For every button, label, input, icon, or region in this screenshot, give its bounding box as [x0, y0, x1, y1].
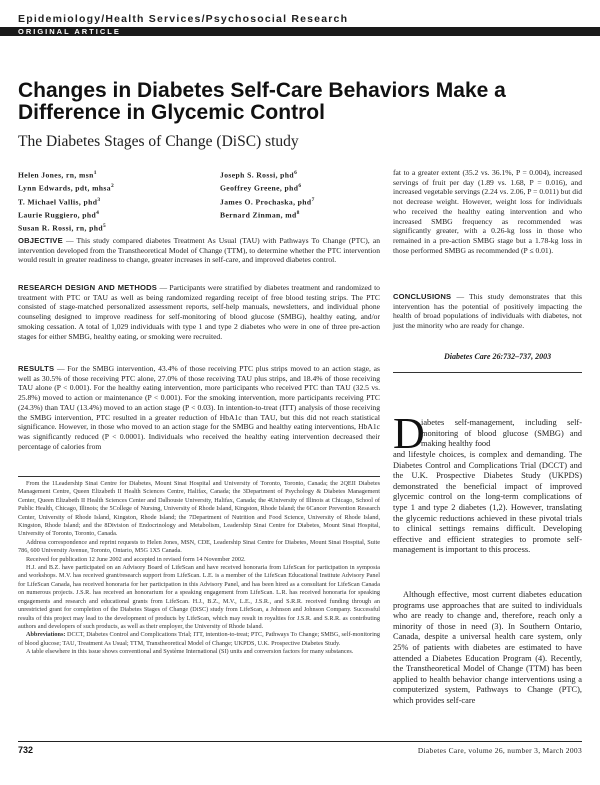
abstract-divider-right [393, 372, 582, 373]
author: Lynn Edwards, pdt, mhsa$^2$ [18, 183, 115, 193]
page-number: 732 [18, 745, 34, 755]
author: Susan R. Rossi, rn, phd$^5$ [18, 223, 107, 233]
author: Bernard Zinman, $md^8$ [220, 209, 300, 220]
abstract-conclusions [393, 292, 582, 331]
article-subtitle: The Diabetes Stages of Change (DiSC) study [18, 133, 299, 150]
journal-footer: Diabetes Care, volume 26, number 3, March 2003 [417, 746, 582, 755]
article-title: Changes in Diabetes Self-Care Behaviors Make a Difference in Glycemic Control [18, 79, 506, 124]
results-text: — For the SMBG intervention, 43.4% of those receiving PTC plus strips moved to an action stage, as well as 30.5% of those receiving PTC alone, 27.0% of those receiving TAU plus strips, and 18.4% of those receiving TAU alone (P < 0.001). For the healthy eating intervention, more participants who received PTC than TAU (32.5 vs. 25.8%) moved to action or maintenance (P < 0.001). For the smoking intervention, more participants receiving PTC (24.3%) than TAU (13.4%) moved to an action stage (P < 0.03). In intention-to-treat (ITT) analysis of those receiving the SMBG intervention, PTC resulted in a greater reduction of HbA1c than TAU, but this did not reach statistical significance. However, in those who moved to an action stage for the SMBG and healthy eating interventions, HbA1c was significantly reduced (P < 0.0001). Individuals who received the healthy eating intervention decreased their percentage of calories from [18, 364, 380, 451]
author: Laurie Ruggiero, phd$^4$ [18, 209, 100, 220]
abstract-divider [18, 476, 380, 477]
drop-cap: D [393, 409, 425, 458]
body-paragraph-2: Although effective, most current diabetes education programs use approaches that are suited to individuals who are ready to change and, therefore, reach only a minority of those in need (3). In Southern Ontario, Canada, despite a universal health care system, only 25% of patients with diabetes are estimated to have attended a Diabetes Education Program (4). Recently, the Transtheoretical Model of Change (TTM) has been applied to health behavior change interventions using a computerized system, Pathways to Change (PTC), which provides self-care [393, 590, 582, 705]
methods-heading: RESEARCH DESIGN AND METHODS [18, 283, 158, 292]
disclosure: H.J. and B.Z. have participated on an Advisory Board of LifeScan and have received honoraria from LifeScan for participation in symposia and workshops. M.V. has received grant/research support from LifeScan. L.E. is a member of the LifeScan Educational Institute Advisory Panel for LifeScan Canada, has received honoraria for her participation in this Advisory Panel, and has been hired as a consultant for LifeScan Canada on numerous projects. J.S.R. has received an honorarium for a speaking engagement from LifeScan. L.R. has received honoraria for speaking engagements and research and educational grants from LifeScan. H.J., B.Z., M.V., L.E., J.S.R., and S.R.R. received funding through an unrestricted grant for completion of the Diabetes Stages of Change (DiSC) study from LifeScan, a Johnson and Johnson Company. Successful results of this project may lead to the development of products by LifeScan, which may result in royalties for J.S.R. and S.R.R. as contributing authors and developers of such products, as well as their employer, the University of Rhode Island. [18, 564, 380, 630]
affiliations-from: From the 1Leadership Sinai Centre for Diabetes, Mount Sinai Hospital and University of Toronto, Toronto, Canada; the 2QEII Diabetes Management Centre, Queen Elizabeth II Health Sciences Centre, Halifax, Canada; the 3Department of Psychology & Diabetes Management Center, Queen Elizabeth II Health Sciences Center and Dalhousie University, Halifax, Canada; the 4University of Illinois at Chicago, School of Public Health, Chicago, Illinois; the 5College of Nursing, University of Rhode Island, Kingston, Rhode Island; the 6Cancer Prevention Research Center, University of Rhode Island, Kingston, Rhode Island; the 7Department of Nutrition and Food Science, University of Rhode Island, Kingston, Rhode Island; and the 8Division of Endocrinology and Metabolism, Leadership Sinai Centre for Diabetes, Mount Sinai Hospital, University of Toronto, Toronto, Canada. [18, 480, 380, 538]
correspondence: Address correspondence and reprint requests to Helen Jones, MSN, CDE, Leadership Sinai Centre for Diabetes, Mount Sinai Hospital, Suite 786, 600 University Avenue, Toronto, Ontario, M5G 1X5 Canada. [18, 538, 380, 555]
abstract-results [18, 364, 380, 451]
conclusions-heading: CONCLUSIONS [393, 292, 452, 301]
author: Geoffrey Greene, phd$^6$ [220, 183, 302, 193]
conclusions-text: — This study demonstrates that this intervention has the potential of positively impacting the health of broad populations of individuals with diabetes, not just the minority who are ready for change. [393, 292, 582, 331]
body-first-lines: iabetes self-management, including self-monitoring of blood glucose (SMBG) and making healthy food [421, 418, 582, 449]
table-note: A table elsewhere in this issue shows conventional and Système International (SI) units and conversion factors for many substances. [26, 648, 354, 656]
abstract-methods [18, 283, 380, 341]
received-date: Received for publication 12 June 2002 and accepted in revised form 14 November 2002. [26, 555, 246, 563]
results-heading: RESULTS [18, 364, 55, 373]
abstract-results-continued: fat to a greater extent (35.2 vs. 36.1%, P = 0.004), increased servings of fruit per day (1.89 vs. 1.68, P = 0.016), and increased vegetable servings (2.24 vs. 2.06, P = 0.011) but did not decrease weight. However, weight loss for individuals who received the healthy eating intervention and who increased SMBG frequency as recommended was significantly greater, with a 0.26-kg loss in those who remained in a pre-action SMBG stage but a 1.78-kg loss in those performed SMBG as recommended (P ≤ 0.01). [393, 168, 582, 255]
article-type-label: ORIGINAL ARTICLE [18, 27, 121, 36]
author-list-left [18, 168, 218, 235]
section-label: Epidemiology/Health Services/Psychosocial Research [18, 13, 349, 25]
footer-divider [18, 741, 582, 742]
abstract-objective [18, 236, 380, 265]
objective-text: — This study compared diabetes Treatment As Usual (TAU) with Pathways To Change (PTC), an intervention developed from the Transtheoretical Model of Change (TTM), to determine whether the PTC intervention would result in greater readiness to change, greater increases in self-care, and improved diabetes control. [18, 236, 380, 265]
abbreviations [18, 631, 380, 648]
affiliations-block [18, 480, 380, 657]
journal-citation: Diabetes Care 26:732–737, 2003 [444, 352, 552, 361]
author: Joseph S. Rossi, phd$^6$ [220, 170, 298, 180]
abbreviations-heading: Abbreviations: [26, 631, 66, 639]
abbreviations-text: DCCT, Diabetes Control and Complications Trial; ITT, intention-to-treat; PTC, Pathways To Change; SMBG, self-monitoring of blood glucose; TAU, Treatment As Usual; TTM, Transtheoretical Model of Change; UKPDS, U.K. Prospective Diabetes Study. [18, 631, 380, 647]
author: T. Michael Vallis, phd$^3$ [18, 196, 101, 207]
author: Helen Jones, rn, msn$^1$ [18, 170, 97, 180]
methods-text: — Participants were stratified by diabetes treatment and randomized to treatment with PTC or TAU as well as being randomized regarding receipt of free blood testing strips. The PTC consisted of stage-matched personalized assessment reports, self-help manuals, newsletters, and individual phone counseling designed to improve readiness for self-monitoring of blood glucose (SMBG), healthy eating, and/or smoking cessation. A total of 1,029 individuals with type 1 and type 2 diabetes who were in one of three pre-action stages for either SMBG, healthy eating, or smoking were recruited. [18, 283, 380, 341]
author: James O. Prochaska, phd$^7$ [220, 196, 315, 207]
objective-heading: OBJECTIVE [18, 236, 63, 245]
body-paragraph-1: and lifestyle choices, is complex and demanding. The Diabetes Control and Complications Trial (DCCT) and the U.K. Prospective Diabetes Study (UKPDS) demonstrated the beneficial impact of improved glycemic control on the long-term complications of type 1 and type 2 diabetes (1,2). However, translating the glycemic reductions achieved in these pivotal trials to clinical settings remains difficult. Developing effective and efficient strategies to promote self-management is important to this process. [393, 450, 582, 555]
author-list-right [220, 168, 390, 221]
